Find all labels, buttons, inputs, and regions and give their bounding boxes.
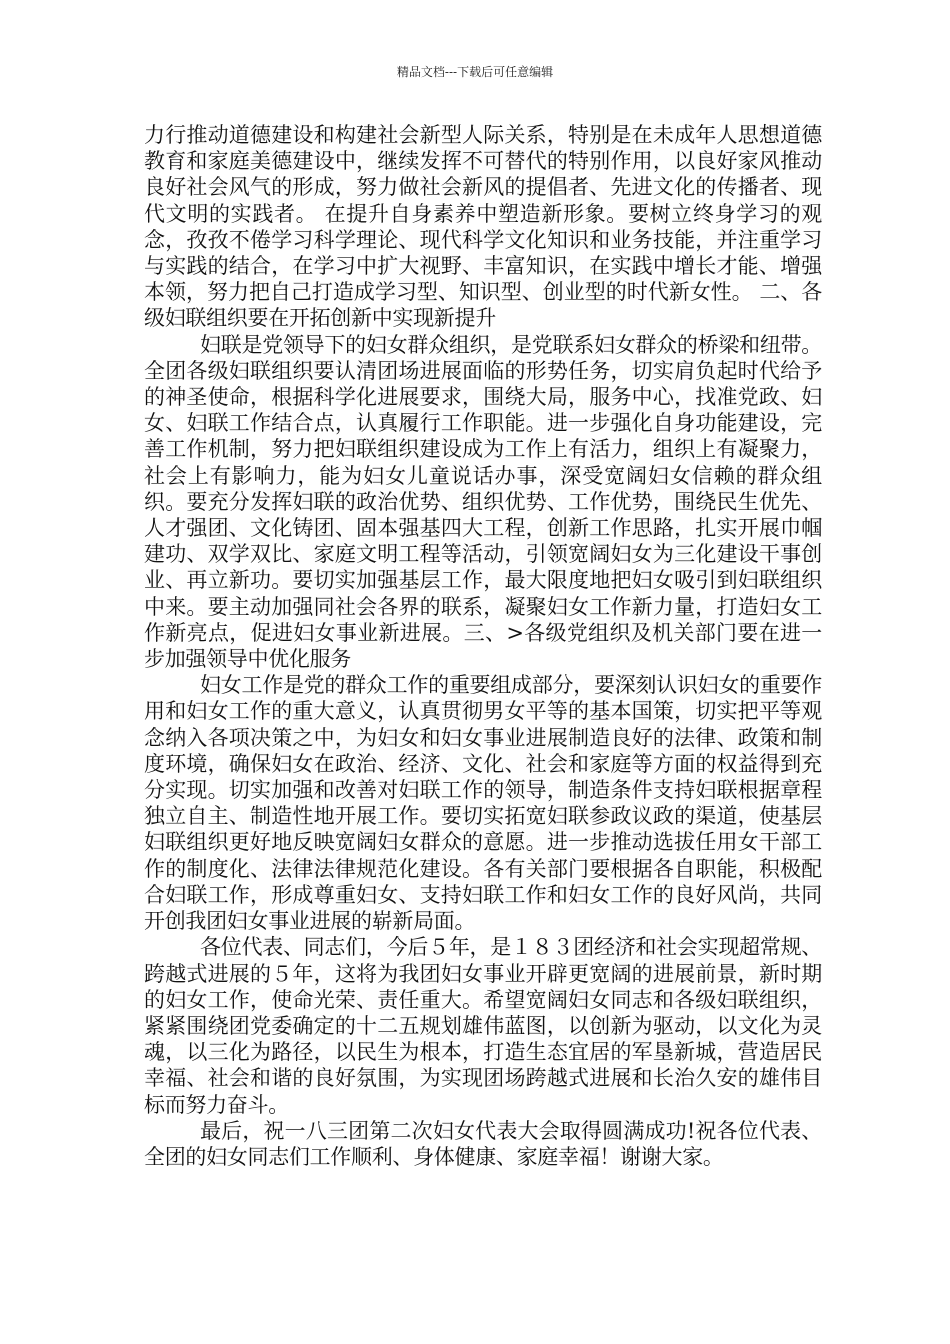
- paragraph-closing: 最后，祝一八三团第二次妇女代表大会取得圆满成功!祝各位代表、全团的妇女同志们工作顺利、身体健康、家庭幸福！谢谢大家。: [144, 1118, 822, 1169]
- document-body: [144, 122, 822, 1170]
- paragraph-party-leadership: 妇女工作是党的群众工作的重要组成部分，要深刻认识妇女的重要作用和妇女工作的重大意义，认真贯彻男女平等的基本国策，切实把平等观念纳入各项决策之中，为妇女和妇女事业进展制造良好的法律、政策和制度环境，确保妇女在政治、经济、文化、社会和家庭等方面的权益得到充分实现。切实加强和改善对妇联工作的领导，制造条件支持妇联根据章程独立自主、制造性地开展工作。要切实拓宽妇联参政议政的渠道，使基层妇联组织更好地反映宽阔妇女群众的意愿。进一步推动选拔任用女干部工作的制度化、法律法律规范化建设。各有关部门要根据各自职能，积极配合妇联工作，形成尊重妇女、支持妇联工作和妇女工作的良好风尚，共同开创我团妇女事业进展的崭新局面。: [144, 673, 822, 934]
- paragraph-women-federation: 妇联是党领导下的妇女群众组织，是党联系妇女群众的桥梁和纽带。全团各级妇联组织要认清团场进展面临的形势任务，切实肩负起时代给予的神圣使命，根据科学化进展要求，围绕大局，服务中心，找准党政、妇女、妇联工作结合点，认真履行工作职能。进一步强化自身功能建设，完善工作机制，努力把妇联组织建设成为工作上有活力，组织上有凝聚力，社会上有影响力，能为妇女儿童说话办事，深受宽阔妇女信赖的群众组织。要充分发挥妇联的政治优势、组织优势、工作优势，围绕民生优先、人才强团、文化铸团、固本强基四大工程，创新工作思路，扎实开展巾帼建功、双学双比、家庭文明工程等活动，引领宽阔妇女为三化建设干事创业、再立新功。要切实加强基层工作，最大限度地把妇女吸引到妇联组织中来。要主动加强同社会各界的联系，凝聚妇女工作新力量，打造妇女工作新亮点，促进妇女事业新进展。三、>各级党组织及机关部门要在进一步加强领导中优化服务: [144, 332, 822, 672]
- paragraph-five-years: 各位代表、同志们，今后５年，是１８３团经济和社会实现超常规、跨越式进展的５年，这将为我团妇女事业开辟更宽阔的进展前景，新时期的妇女工作，使命光荣、责任重大。希望宽阔妇女同志和各级妇联组织，紧紧围绕团党委确定的十二五规划雄伟蓝图，以创新为驱动，以文化为灵魂，以三化为路径，以民生为根本，打造生态宜居的军垦新城，营造居民幸福、社会和谐的良好氛围，为实现团场跨越式进展和长治久安的雄伟目标而努力奋斗。: [144, 935, 822, 1117]
- paragraph-continuation: 力行推动道德建设和构建社会新型人际关系，特别是在未成年人思想道德教育和家庭美德建设中，继续发挥不可替代的特别作用，以良好家风推动良好社会风气的形成，努力做社会新风的提倡者、先进文化的传播者、现代文明的实践者。 在提升自身素养中塑造新形象。要树立终身学习的观念，孜孜不倦学习科学理论、现代科学文化知识和业务技能，并注重学习与实践的结合，在学习中扩大视野、丰富知识，在实践中增长才能、增强本领，努力把自己打造成学习型、知识型、创业型的时代新女性。 二、各级妇联组织要在开拓创新中实现新提升: [144, 123, 822, 331]
- page-header: 精品文档---下载后可任意编辑: [396, 65, 554, 79]
